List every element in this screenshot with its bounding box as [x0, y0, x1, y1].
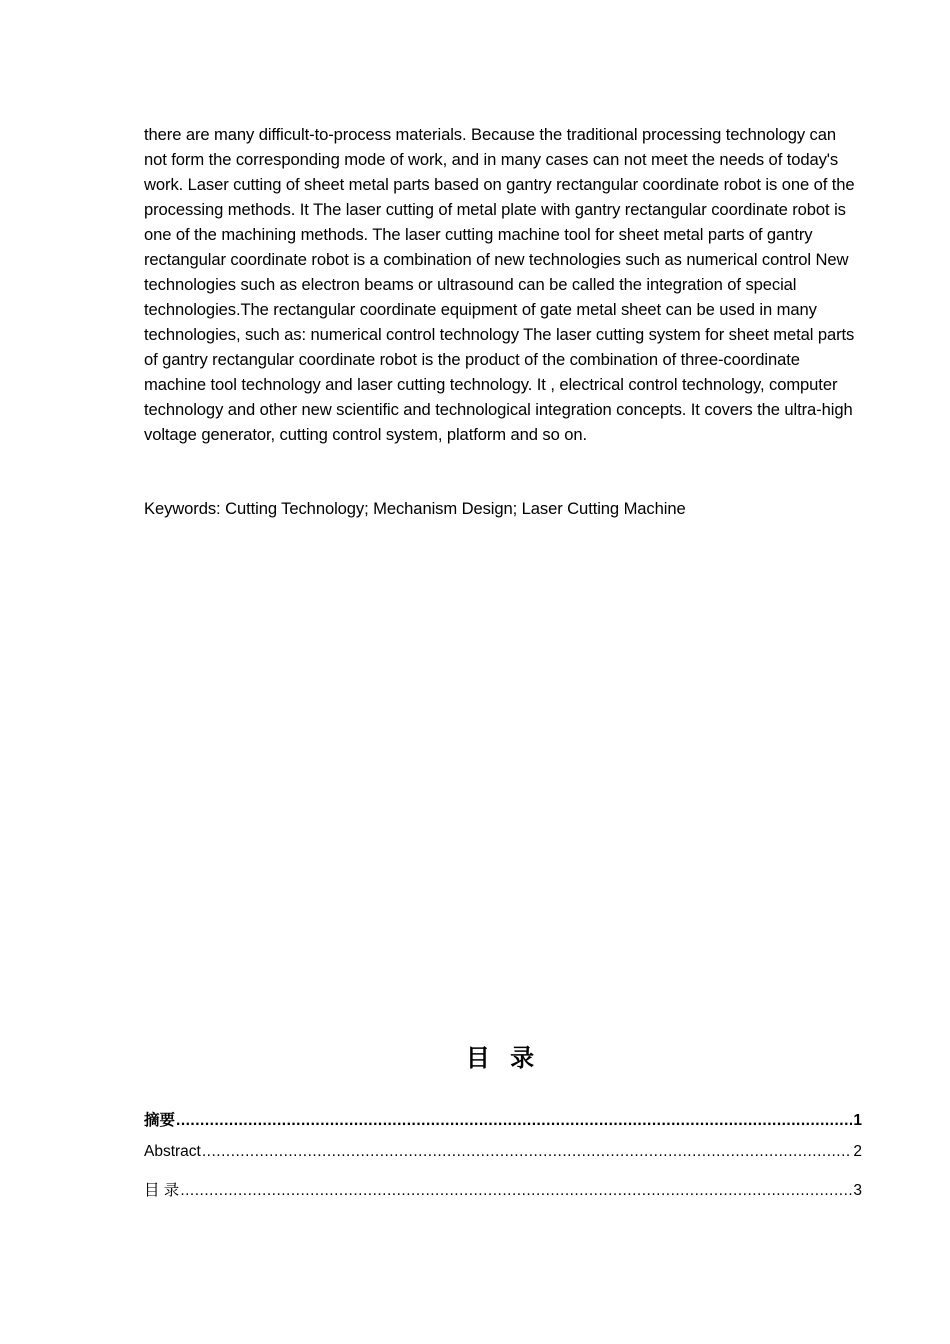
- toc-dot-leader: [180, 1182, 852, 1200]
- toc-entry-page: 1: [853, 1112, 862, 1129]
- toc-entry-label: 摘要: [144, 1112, 176, 1129]
- table-of-contents: [144, 1108, 862, 1213]
- toc-entry-label: 目 录: [144, 1182, 180, 1199]
- toc-entry-page: 2: [853, 1143, 862, 1160]
- toc-dot-leader: [176, 1112, 852, 1130]
- keywords-line: Keywords: Cutting Technology; Mechanism Design; Laser Cutting Machine: [144, 499, 686, 518]
- toc-dot-leader: [202, 1143, 853, 1161]
- toc-entry-abstract-en[interactable]: [144, 1143, 862, 1178]
- toc-title: 目 录: [465, 1044, 541, 1072]
- toc-entry-label: Abstract: [144, 1143, 201, 1160]
- toc-entry-contents[interactable]: [144, 1178, 862, 1213]
- toc-entry-page: 3: [853, 1182, 862, 1199]
- toc-entry-abstract-cn[interactable]: [144, 1108, 862, 1143]
- abstract-paragraph: there are many difficult-to-process materials. Because the traditional processing technology can not form the corresponding mode of work, and in many cases can not meet the needs of today's work. Laser cutting of sheet metal parts based on gantry rectangular coordinate robot is one of the processing methods. It The laser cutting of metal plate with gantry rectangular coordinate robot is one of the machining methods. The laser cutting machine tool for sheet metal parts of gantry rectangular coordinate robot is a combination of new technologies such as numerical control New technologies such as electron beams or ultrasound can be called the integration of special technologies.The rectangular coordinate equipment of gate metal sheet can be used in many technologies, such as: numerical control technology The laser cutting system for sheet metal parts of gantry rectangular coordinate robot is the product of the combination of three-coordinate machine tool technology and laser cutting technology. It , electrical control technology, computer technology and other new scientific and technological integration concepts. It covers the ultra-high voltage generator, cutting control system, platform and so on.: [144, 125, 855, 444]
